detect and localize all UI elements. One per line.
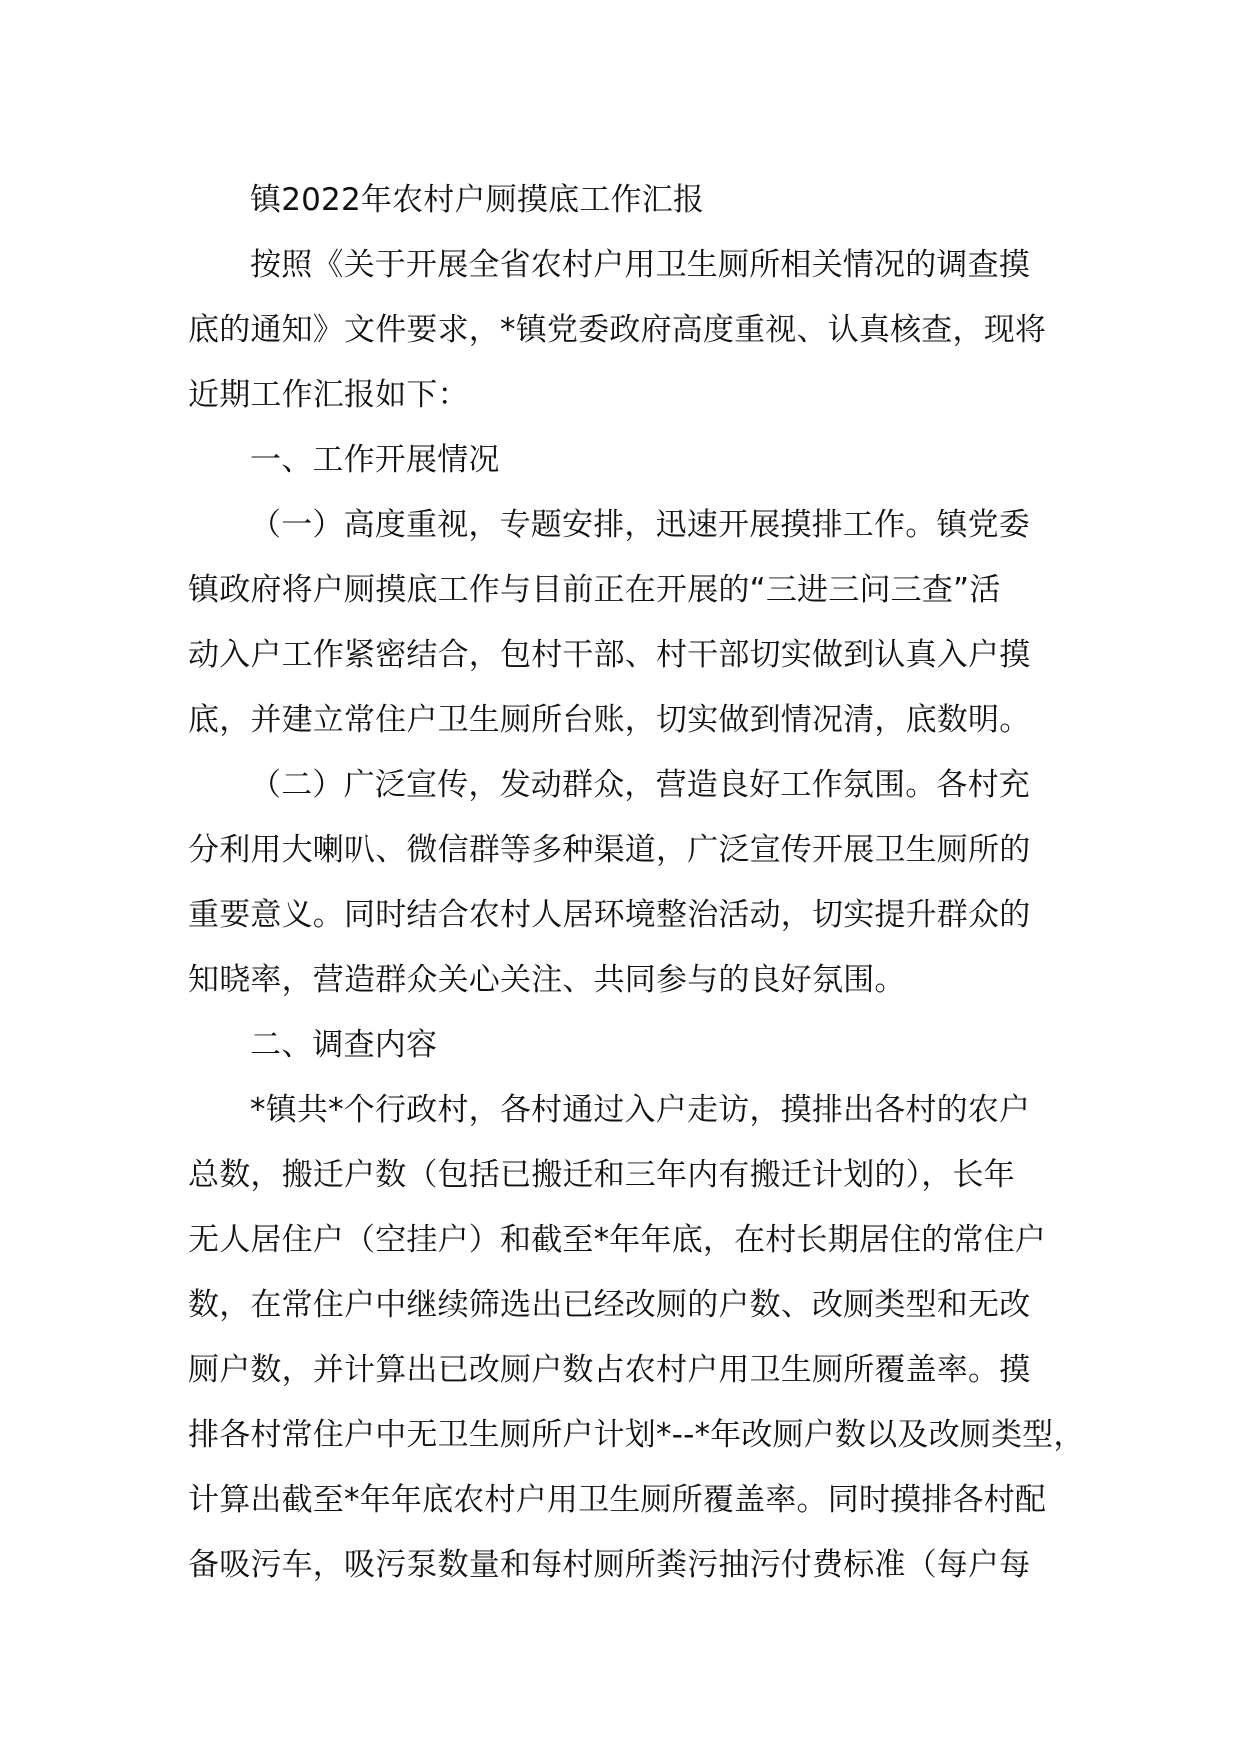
paragraph-line: 计算出截至*年年底农村户用卫生厕所覆盖率。同时摸排各村配: [188, 1482, 1047, 1518]
paragraph-line: 厕户数，并计算出已改厕户数占农村户用卫生厕所覆盖率。摸: [188, 1352, 1031, 1388]
paragraph-line: 备吸污车，吸污泵数量和每村厕所粪污抽污付费标准（每户每: [188, 1547, 1031, 1583]
paragraph-line: 排各村常住户中无卫生厕所户计划*--*年改厕户数以及改厕类型，: [188, 1417, 1085, 1453]
paragraph-line: 知晓率，营造群众关心关注、共同参与的良好氛围。: [188, 962, 906, 998]
paragraph-line: 底，并建立常住户卫生厕所台账，切实做到情况清，底数明。: [188, 702, 1031, 738]
paragraph-line: 分利用大喇叭、微信群等多种渠道，广泛宣传开展卫生厕所的: [188, 832, 1031, 868]
document-title: 镇2022年农村户厕摸底工作汇报: [250, 182, 705, 218]
paragraph-line: 总数，搬迁户数（包括已搬迁和三年内有搬迁计划的），长年: [188, 1157, 1015, 1193]
paragraph-line: *镇共*个行政村，各村通过入户走访，摸排出各村的农户: [250, 1092, 1031, 1128]
paragraph-line: 数，在常住户中继续筛选出已经改厕的户数、改厕类型和无改: [188, 1287, 1031, 1323]
paragraph-line: 重要意义。同时结合农村人居环境整治活动，切实提升群众的: [188, 897, 1031, 933]
paragraph-line: 镇政府将户厕摸底工作与目前正在开展的“三进三问三查”活: [188, 572, 1001, 608]
paragraph-line: 无人居住户（空挂户）和截至*年年底，在村长期居住的常住户: [188, 1222, 1047, 1258]
paragraph-line: 近期工作汇报如下：: [188, 377, 469, 413]
paragraph-line: 按照《关于开展全省农村户用卫生厕所相关情况的调查摸: [250, 247, 1030, 283]
paragraph-line: （一）高度重视，专题安排，迅速开展摸排工作。镇党委: [250, 507, 1030, 543]
section-heading: 二、调查内容: [250, 1027, 438, 1063]
document-body: [188, 168, 1085, 1598]
paragraph-line: （二）广泛宣传，发动群众，营造良好工作氛围。各村充: [250, 767, 1030, 803]
paragraph-line: 动入户工作紧密结合，包村干部、村干部切实做到认真入户摸: [188, 637, 1031, 673]
section-heading: 一、工作开展情况: [250, 442, 500, 478]
paragraph-line: 底的通知》文件要求，*镇党委政府高度重视、认真核查，现将: [188, 312, 1047, 348]
